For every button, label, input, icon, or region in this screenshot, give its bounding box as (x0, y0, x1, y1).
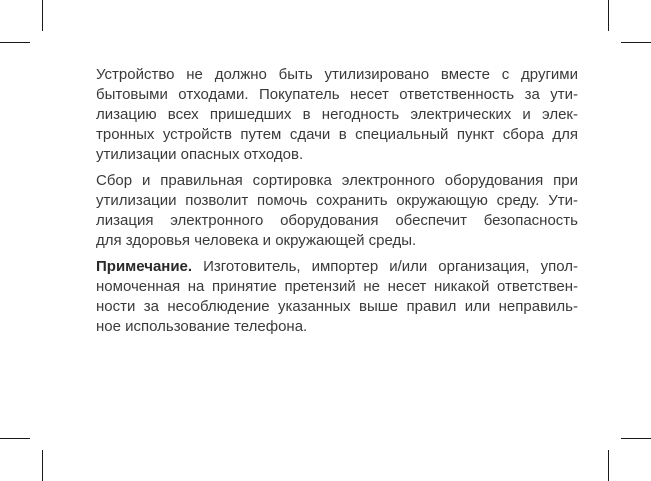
crop-mark-bottom-right-horizontal (621, 438, 651, 439)
text-line: для здоровья человека и окружающей среды. (96, 232, 417, 249)
text-line: номоченная на принятие претензий не несет никакой ответствен- (96, 278, 578, 295)
text-line: ности за несоблюдение указанных выше правил или неправиль- (96, 298, 578, 315)
text-line: бытовыми отходами. Покупатель несет ответственность за ути- (96, 86, 578, 103)
crop-mark-bottom-left-horizontal (0, 438, 30, 439)
text-line: Сбор и правильная сортировка электронного оборудования при (96, 172, 578, 189)
text-line: утилизации опасных отходов. (96, 146, 304, 163)
text-line: Устройство не должно быть утилизировано вместе с другими (96, 66, 578, 83)
crop-mark-top-right-vertical (608, 0, 609, 31)
crop-mark-top-left-vertical (42, 0, 43, 31)
crop-mark-top-left-horizontal (0, 42, 30, 43)
text-line: ное использование телефона. (96, 318, 308, 335)
document-body (96, 65, 578, 337)
crop-mark-bottom-left-vertical (42, 450, 43, 481)
crop-mark-top-right-horizontal (621, 42, 651, 43)
crop-mark-bottom-right-vertical (608, 450, 609, 481)
note-paragraph (96, 257, 578, 337)
paragraph-recycling-benefit (96, 171, 578, 251)
note-label: Примечание. (96, 258, 193, 275)
text-line: лизацию всех пришедших в негодность электрических и элек- (96, 106, 578, 123)
note-first-line (96, 257, 578, 277)
text-line: утилизации позволит помочь сохранить окружающую среду. Ути- (96, 192, 578, 209)
note-first-line-text: Изготовитель, импортер и/или организация, упол- (192, 258, 578, 275)
text-line: лизация электронного оборудования обеспечит безопасность (96, 212, 578, 229)
paragraph-disposal-warning (96, 65, 578, 165)
text-line: тронных устройств путем сдачи в специальный пункт сбора для (96, 126, 578, 143)
